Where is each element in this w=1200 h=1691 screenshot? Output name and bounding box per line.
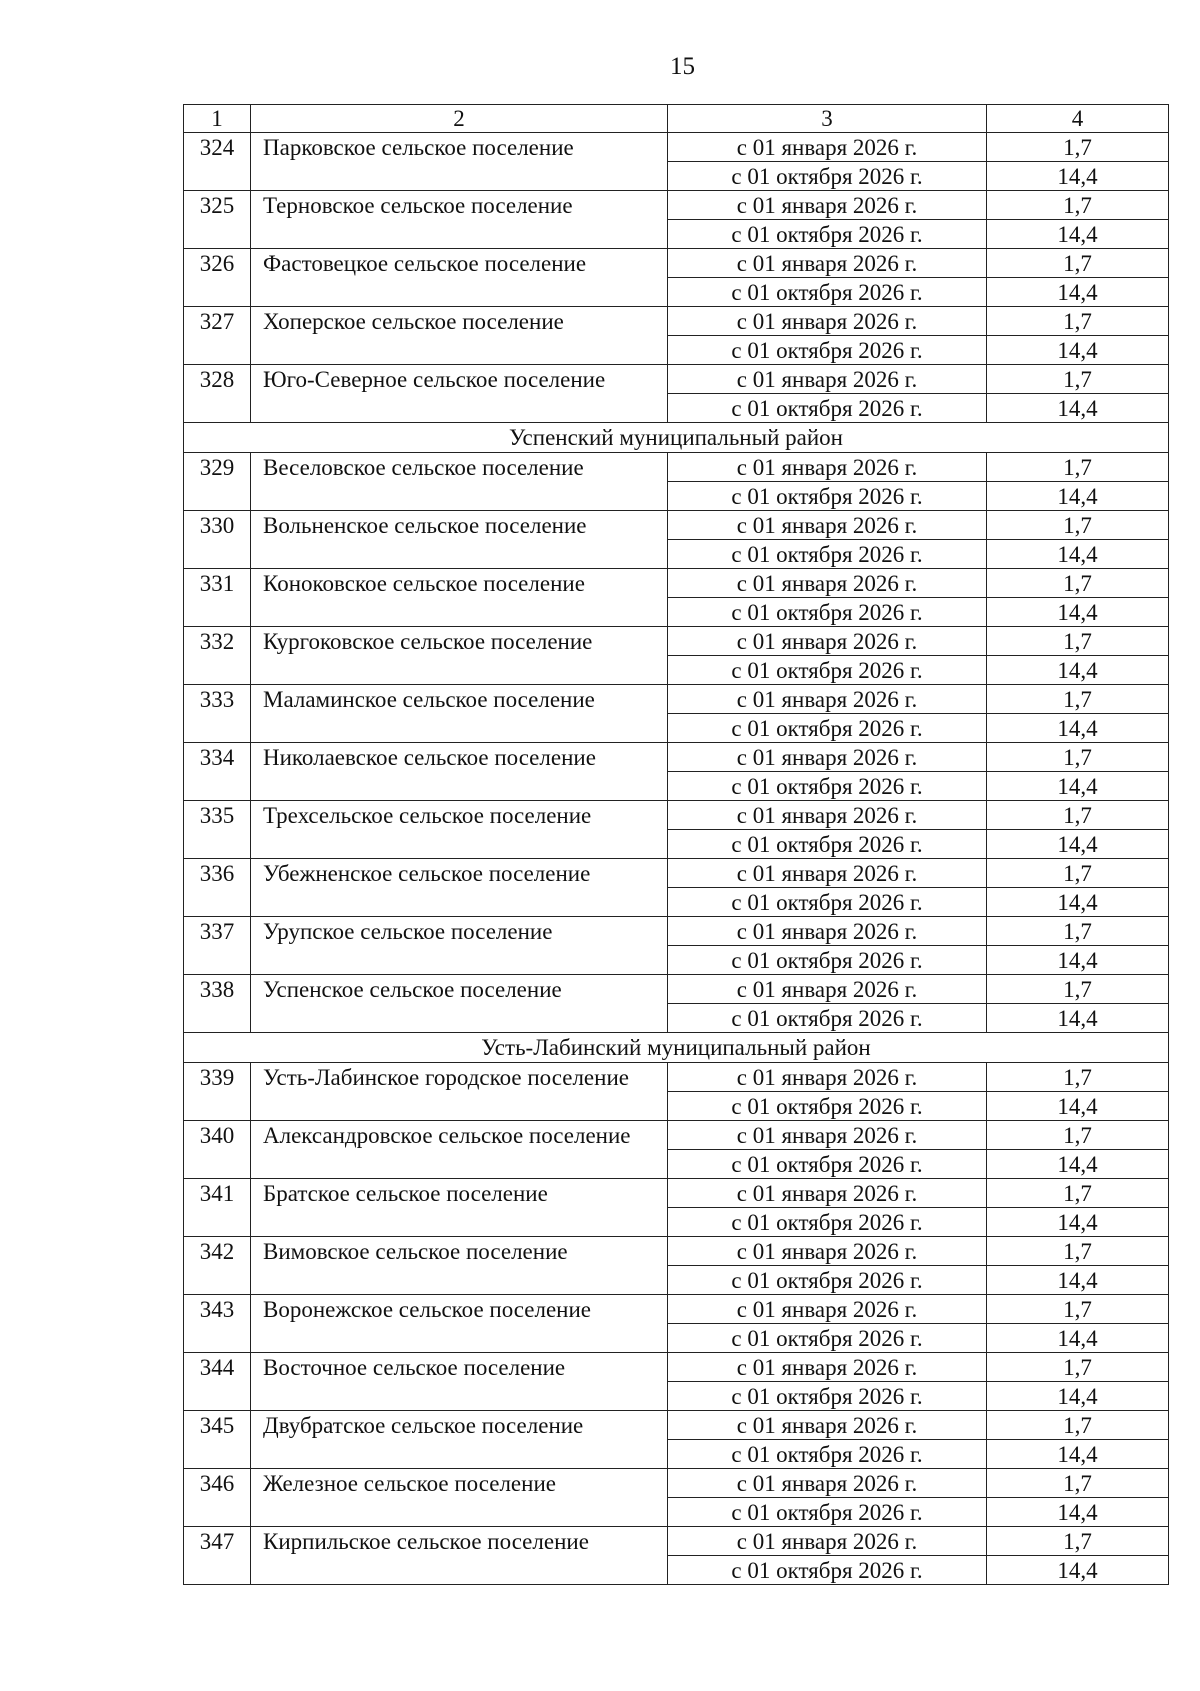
effective-date: с 01 января 2026 г. [668,569,987,598]
index-value: 14,4 [987,772,1169,801]
index-value: 14,4 [987,162,1169,191]
index-value: 14,4 [987,1440,1169,1469]
index-value: 1,7 [987,365,1169,394]
effective-date: с 01 октября 2026 г. [668,830,987,859]
settlement-name: Вимовское сельское поселение [251,1237,668,1295]
effective-date: с 01 октября 2026 г. [668,278,987,307]
table-row [184,191,1169,220]
index-value: 1,7 [987,1353,1169,1382]
settlement-name: Николаевское сельское поселение [251,743,668,801]
table-row [184,975,1169,1004]
effective-date: с 01 января 2026 г. [668,191,987,220]
index-value: 14,4 [987,1150,1169,1179]
table-row [184,801,1169,830]
index-value: 14,4 [987,1208,1169,1237]
effective-date: с 01 октября 2026 г. [668,1556,987,1585]
table-row [184,1121,1169,1150]
index-value: 14,4 [987,830,1169,859]
effective-date: с 01 октября 2026 г. [668,598,987,627]
index-value: 1,7 [987,1527,1169,1556]
index-value: 1,7 [987,801,1169,830]
effective-date: с 01 октября 2026 г. [668,888,987,917]
effective-date: с 01 января 2026 г. [668,685,987,714]
table-body [184,133,1169,1585]
index-value: 1,7 [987,1179,1169,1208]
settlement-name: Парковское сельское поселение [251,133,668,191]
row-number: 332 [184,627,251,685]
index-value: 14,4 [987,220,1169,249]
row-number: 333 [184,685,251,743]
index-value: 14,4 [987,714,1169,743]
effective-date: с 01 октября 2026 г. [668,1208,987,1237]
row-number: 345 [184,1411,251,1469]
table-row [184,1411,1169,1440]
effective-date: с 01 января 2026 г. [668,365,987,394]
table-row [184,917,1169,946]
index-value: 14,4 [987,540,1169,569]
index-value: 14,4 [987,1092,1169,1121]
row-number: 338 [184,975,251,1033]
settlement-name: Усть-Лабинское городское поселение [251,1063,668,1121]
table-row [184,1469,1169,1498]
row-number: 344 [184,1353,251,1411]
effective-date: с 01 октября 2026 г. [668,772,987,801]
effective-date: с 01 октября 2026 г. [668,394,987,423]
effective-date: с 01 января 2026 г. [668,627,987,656]
index-value: 14,4 [987,946,1169,975]
row-number: 330 [184,511,251,569]
effective-date: с 01 января 2026 г. [668,453,987,482]
effective-date: с 01 октября 2026 г. [668,1324,987,1353]
effective-date: с 01 января 2026 г. [668,859,987,888]
settlement-name: Железное сельское поселение [251,1469,668,1527]
effective-date: с 01 октября 2026 г. [668,946,987,975]
index-value: 1,7 [987,1237,1169,1266]
table-row [184,511,1169,540]
row-number: 326 [184,249,251,307]
table-row [184,1179,1169,1208]
district-row [184,1033,1169,1063]
index-value: 1,7 [987,1121,1169,1150]
header-col-4: 4 [987,105,1169,133]
effective-date: с 01 января 2026 г. [668,801,987,830]
index-value: 1,7 [987,307,1169,336]
row-number: 327 [184,307,251,365]
effective-date: с 01 октября 2026 г. [668,656,987,685]
effective-date: с 01 января 2026 г. [668,1237,987,1266]
header-col-2: 2 [251,105,668,133]
tariff-table [183,104,1169,1585]
effective-date: с 01 января 2026 г. [668,133,987,162]
effective-date: с 01 января 2026 г. [668,307,987,336]
row-number: 347 [184,1527,251,1585]
settlement-name: Маламинское сельское поселение [251,685,668,743]
index-value: 14,4 [987,1266,1169,1295]
table-row [184,365,1169,394]
effective-date: с 01 октября 2026 г. [668,1440,987,1469]
row-number: 340 [184,1121,251,1179]
settlement-name: Воронежское сельское поселение [251,1295,668,1353]
row-number: 346 [184,1469,251,1527]
index-value: 1,7 [987,627,1169,656]
table-row [184,1353,1169,1382]
index-value: 14,4 [987,394,1169,423]
index-value: 1,7 [987,975,1169,1004]
settlement-name: Восточное сельское поселение [251,1353,668,1411]
index-value: 14,4 [987,482,1169,511]
table-row [184,307,1169,336]
row-number: 336 [184,859,251,917]
index-value: 14,4 [987,598,1169,627]
effective-date: с 01 октября 2026 г. [668,1266,987,1295]
settlement-name: Терновское сельское поселение [251,191,668,249]
index-value: 14,4 [987,888,1169,917]
index-value: 1,7 [987,1411,1169,1440]
table-row [184,569,1169,598]
page-number: 15 [670,53,695,80]
effective-date: с 01 октября 2026 г. [668,336,987,365]
header-col-3: 3 [668,105,987,133]
index-value: 1,7 [987,191,1169,220]
row-number: 329 [184,453,251,511]
district-heading: Усть-Лабинский муниципальный район [184,1033,1169,1063]
index-value: 1,7 [987,859,1169,888]
table-row [184,859,1169,888]
index-value: 14,4 [987,1498,1169,1527]
effective-date: с 01 января 2026 г. [668,1063,987,1092]
effective-date: с 01 января 2026 г. [668,511,987,540]
row-number: 342 [184,1237,251,1295]
row-number: 337 [184,917,251,975]
district-heading: Успенский муниципальный район [184,423,1169,453]
effective-date: с 01 октября 2026 г. [668,1150,987,1179]
settlement-name: Успенское сельское поселение [251,975,668,1033]
effective-date: с 01 октября 2026 г. [668,1092,987,1121]
effective-date: с 01 января 2026 г. [668,975,987,1004]
settlement-name: Кирпильское сельское поселение [251,1527,668,1585]
effective-date: с 01 октября 2026 г. [668,1382,987,1411]
effective-date: с 01 октября 2026 г. [668,540,987,569]
index-value: 1,7 [987,1063,1169,1092]
effective-date: с 01 октября 2026 г. [668,714,987,743]
settlement-name: Фастовецкое сельское поселение [251,249,668,307]
table-row [184,249,1169,278]
effective-date: с 01 октября 2026 г. [668,1498,987,1527]
row-number: 339 [184,1063,251,1121]
effective-date: с 01 января 2026 г. [668,1469,987,1498]
settlement-name: Хоперское сельское поселение [251,307,668,365]
effective-date: с 01 января 2026 г. [668,1411,987,1440]
table-row [184,1527,1169,1556]
settlement-name: Вольненское сельское поселение [251,511,668,569]
settlement-name: Кургоковское сельское поселение [251,627,668,685]
table-row [184,1063,1169,1092]
index-value: 14,4 [987,278,1169,307]
settlement-name: Александровское сельское поселение [251,1121,668,1179]
settlement-name: Трехсельское сельское поселение [251,801,668,859]
row-number: 343 [184,1295,251,1353]
table-header [184,105,1169,133]
index-value: 1,7 [987,569,1169,598]
effective-date: с 01 октября 2026 г. [668,482,987,511]
table-row [184,1295,1169,1324]
table-row [184,627,1169,656]
row-number: 325 [184,191,251,249]
settlement-name: Урупское сельское поселение [251,917,668,975]
table-row [184,133,1169,162]
index-value: 14,4 [987,1382,1169,1411]
settlement-name: Братское сельское поселение [251,1179,668,1237]
index-value: 1,7 [987,249,1169,278]
row-number: 324 [184,133,251,191]
effective-date: с 01 января 2026 г. [668,1121,987,1150]
effective-date: с 01 января 2026 г. [668,249,987,278]
effective-date: с 01 октября 2026 г. [668,220,987,249]
index-value: 14,4 [987,336,1169,365]
index-value: 14,4 [987,1556,1169,1585]
effective-date: с 01 октября 2026 г. [668,162,987,191]
table-row [184,685,1169,714]
effective-date: с 01 января 2026 г. [668,743,987,772]
index-value: 1,7 [987,511,1169,540]
effective-date: с 01 января 2026 г. [668,1353,987,1382]
district-row [184,423,1169,453]
effective-date: с 01 января 2026 г. [668,917,987,946]
effective-date: с 01 января 2026 г. [668,1527,987,1556]
effective-date: с 01 октября 2026 г. [668,1004,987,1033]
index-value: 1,7 [987,685,1169,714]
index-value: 1,7 [987,743,1169,772]
index-value: 14,4 [987,1004,1169,1033]
index-value: 1,7 [987,453,1169,482]
effective-date: с 01 января 2026 г. [668,1179,987,1208]
effective-date: с 01 января 2026 г. [668,1295,987,1324]
settlement-name: Юго-Северное сельское поселение [251,365,668,423]
index-value: 1,7 [987,917,1169,946]
table-row [184,743,1169,772]
index-value: 14,4 [987,1324,1169,1353]
settlement-name: Убежненское сельское поселение [251,859,668,917]
settlement-name: Двубратское сельское поселение [251,1411,668,1469]
index-value: 14,4 [987,656,1169,685]
table-row [184,1237,1169,1266]
row-number: 331 [184,569,251,627]
index-value: 1,7 [987,133,1169,162]
header-row [184,105,1169,133]
header-col-1: 1 [184,105,251,133]
table-row [184,453,1169,482]
row-number: 341 [184,1179,251,1237]
index-value: 1,7 [987,1295,1169,1324]
row-number: 335 [184,801,251,859]
row-number: 334 [184,743,251,801]
settlement-name: Коноковское сельское поселение [251,569,668,627]
settlement-name: Веселовское сельское поселение [251,453,668,511]
index-value: 1,7 [987,1469,1169,1498]
row-number: 328 [184,365,251,423]
